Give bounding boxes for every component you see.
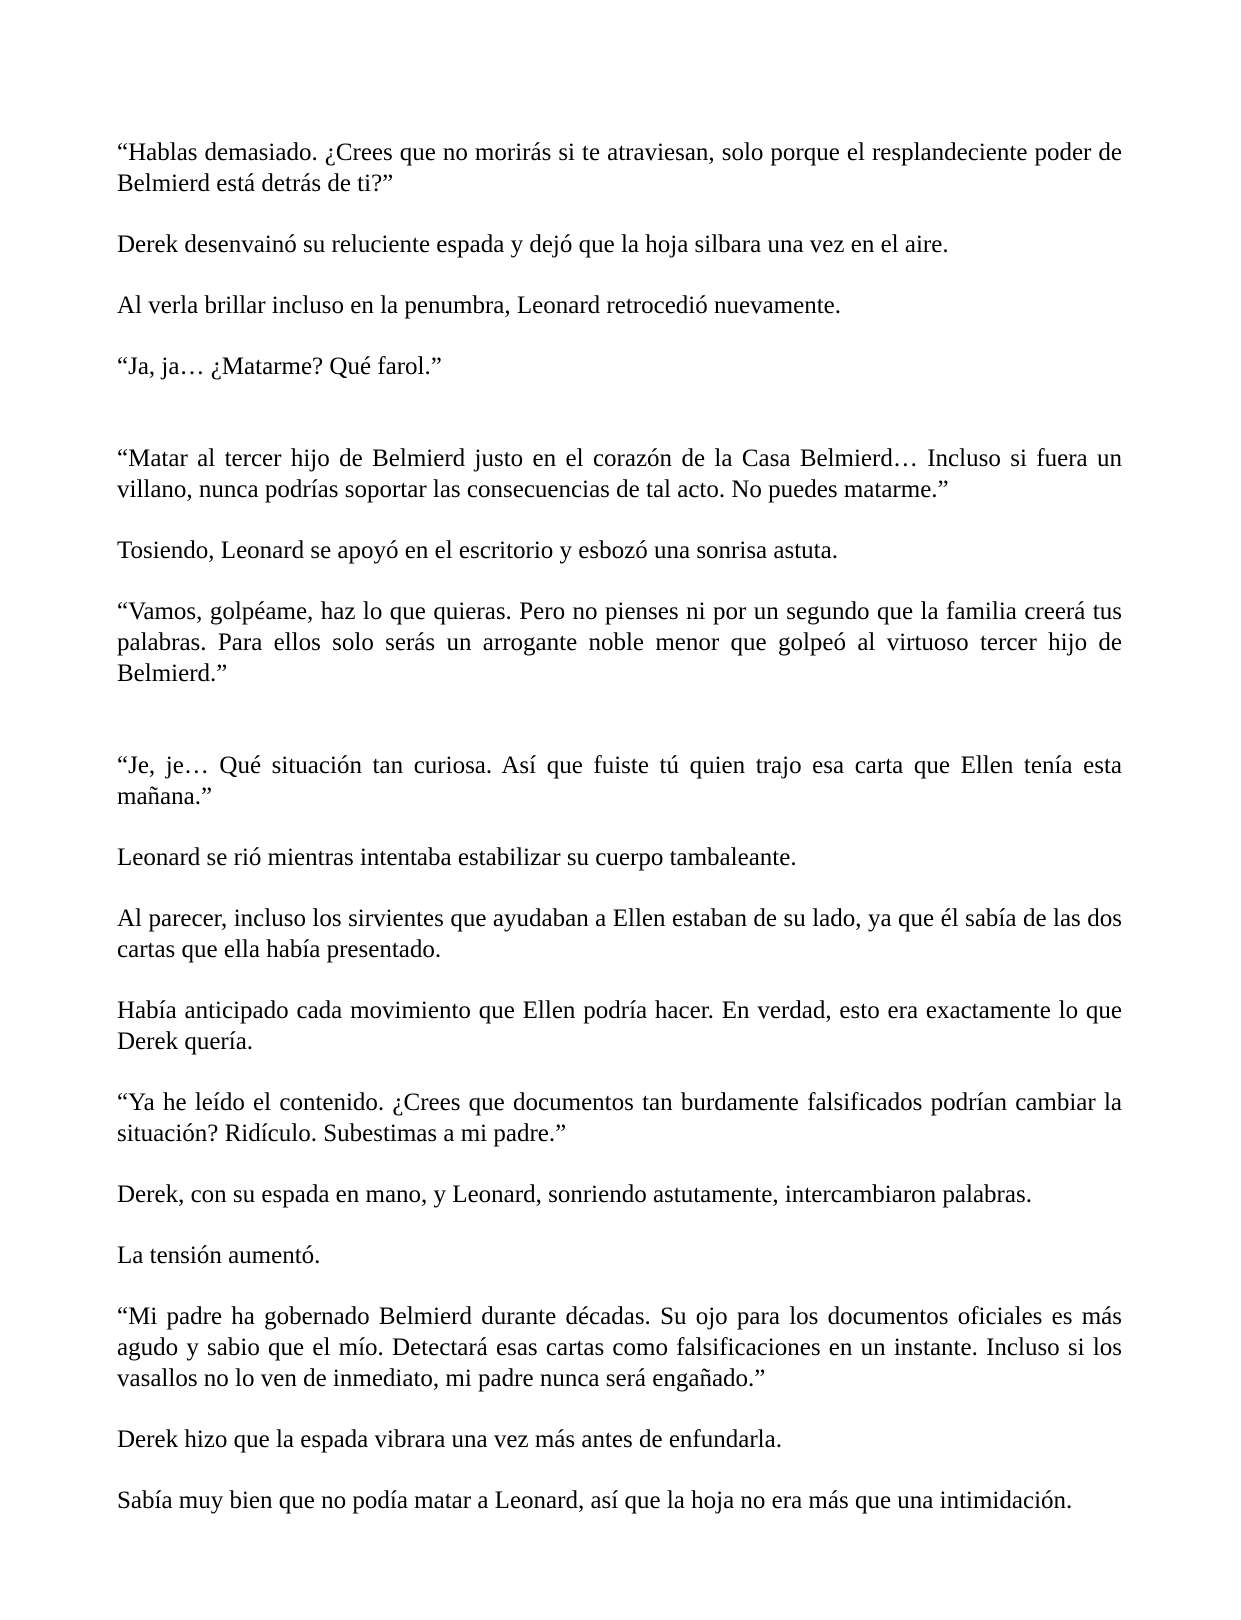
- paragraph: “Ja, ja… ¿Matarme? Qué farol.”: [117, 353, 442, 380]
- paragraph: Sabía muy bien que no podía matar a Leonard, así que la hoja no era más que una intimidación.: [117, 1487, 1073, 1514]
- paragraph: “Mi padre ha gobernado Belmierd durante décadas. Su ojo para los documentos oficiales es más agudo y sabio que el mío. Detectará esas cartas como falsificaciones en un instante. Incluso si los vasallos no lo ven de inmediato, mi padre nunca será engañado.”: [117, 1303, 1122, 1392]
- paragraph: Derek, con su espada en mano, y Leonard, sonriendo astutamente, intercambiaron palabras.: [117, 1181, 1032, 1208]
- paragraph: La tensión aumentó.: [117, 1242, 321, 1269]
- paragraph: “Matar al tercer hijo de Belmierd justo en el corazón de la Casa Belmierd… Incluso si fuera un villano, nunca podrías soportar las consecuencias de tal acto. No puedes matarme.”: [117, 445, 1122, 503]
- paragraph: “Hablas demasiado. ¿Crees que no morirás si te atraviesan, solo porque el resplandeciente poder de Belmierd está detrás de ti?”: [117, 139, 1122, 197]
- paragraph: Al verla brillar incluso en la penumbra, Leonard retrocedió nuevamente.: [117, 292, 842, 319]
- paragraph: Derek hizo que la espada vibrara una vez más antes de enfundarla.: [117, 1426, 782, 1453]
- paragraph: “Vamos, golpéame, haz lo que quieras. Pero no pienses ni por un segundo que la familia creerá tus palabras. Para ellos solo serás un arrogante noble menor que golpeó al virtuoso tercer hijo de Belmierd.”: [117, 598, 1122, 687]
- paragraph: Derek desenvainó su reluciente espada y dejó que la hoja silbara una vez en el aire.: [117, 231, 949, 258]
- paragraph: Había anticipado cada movimiento que Ellen podría hacer. En verdad, esto era exactamente lo que Derek quería.: [117, 997, 1122, 1055]
- paragraph: Al parecer, incluso los sirvientes que ayudaban a Ellen estaban de su lado, ya que él sabía de las dos cartas que ella había presentado.: [117, 905, 1122, 963]
- paragraph: “Je, je… Qué situación tan curiosa. Así que fuiste tú quien trajo esa carta que Ellen tenía esta mañana.”: [117, 752, 1122, 810]
- paragraph: Tosiendo, Leonard se apoyó en el escritorio y esbozó una sonrisa astuta.: [117, 537, 838, 564]
- document-body: [117, 137, 1122, 1546]
- paragraph: Leonard se rió mientras intentaba estabilizar su cuerpo tambaleante.: [117, 844, 797, 871]
- paragraph: “Ya he leído el contenido. ¿Crees que documentos tan burdamente falsificados podrían cambiar la situación? Ridículo. Subestimas a mi padre.”: [117, 1089, 1122, 1147]
